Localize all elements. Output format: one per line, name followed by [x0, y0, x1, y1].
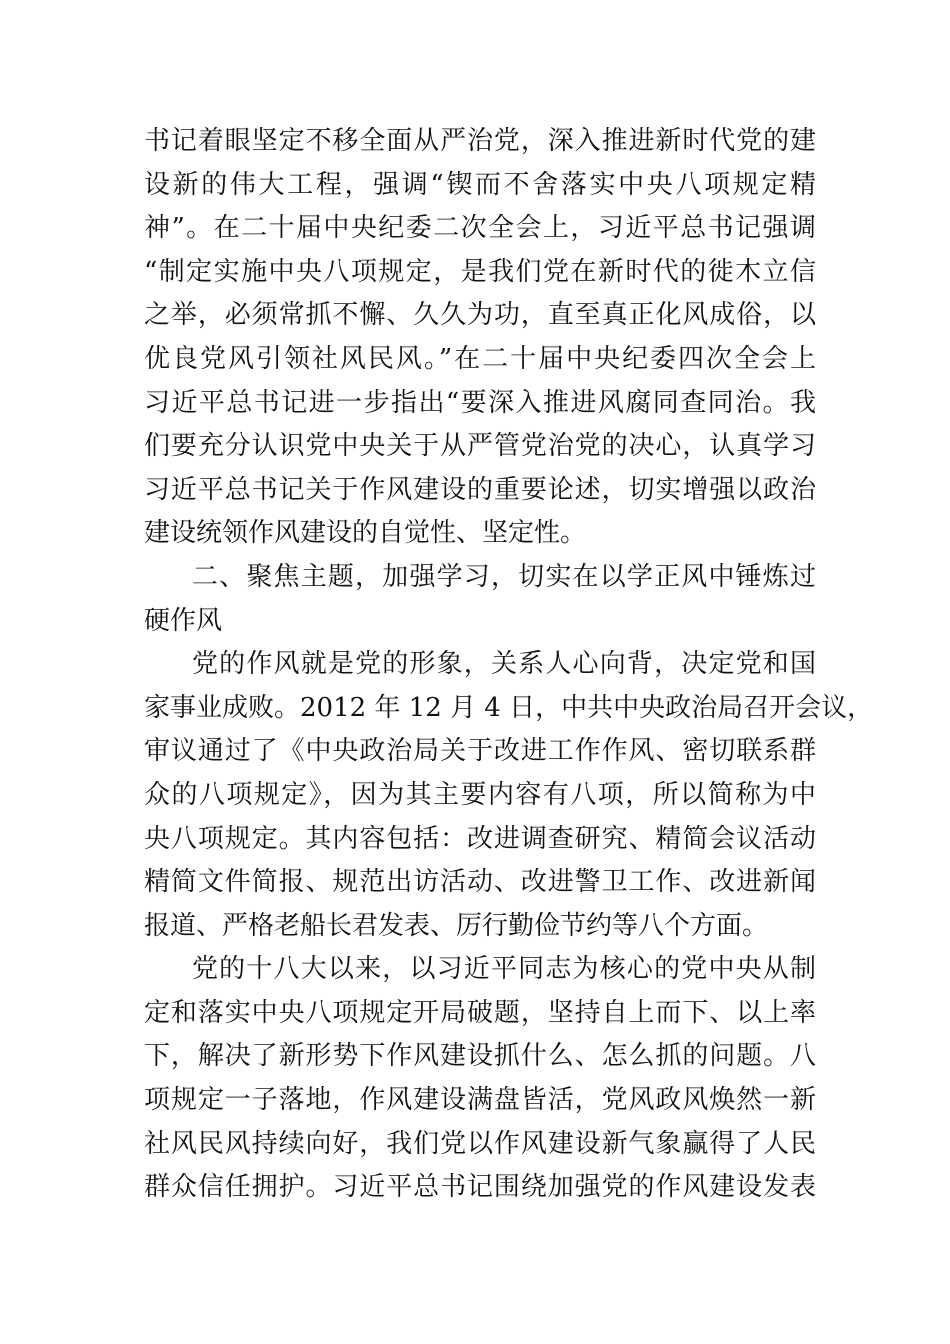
text-line: 党的十八大以来，以习近平同志为核心的党中央从制 — [192, 954, 816, 985]
text-line: 习近平总书记进一步指出“要深入推进风腐同查同治。我 — [144, 387, 816, 418]
text-line: 群众信任拥护。习近平总书记围绕加强党的作风建设发表 — [144, 1172, 816, 1203]
text-line: 众的八项规定》，因为其主要内容有八项，所以简称为中 — [144, 779, 816, 810]
text-line: 下，解决了新形势下作风建设抓什么、怎么抓的问题。八 — [144, 1041, 816, 1072]
section-heading: 二、聚焦主题，加强学习，切实在以学正风中锤炼过 — [192, 561, 816, 592]
text-line: 审议通过了《中央政治局关于改进工作作风、密切联系群 — [144, 736, 816, 767]
text-line: 书记着眼坚定不移全面从严治党，深入推进新时代党的建 — [144, 126, 816, 156]
text-line: 之举，必须常抓不懈、久久为功，直至真正化风成俗，以 — [144, 300, 816, 331]
text-line: 优良党风引领社风民风。”在二十届中央纪委四次全会上 — [144, 343, 816, 374]
text-line: 定和落实中央八项规定开局破题，坚持自上而下、以上率 — [144, 997, 816, 1028]
text-line: 党的作风就是党的形象，关系人心向背，决定党和国 — [192, 649, 816, 680]
text-line: 神”。在二十届中央纪委二次全会上，习近平总书记强调 — [144, 213, 816, 244]
text-line: 精简文件简报、规范出访活动、改进警卫工作、改进新闻 — [144, 867, 816, 898]
text-line: 社风民风持续向好，我们党以作风建设新气象赢得了人民 — [144, 1128, 816, 1159]
section-heading-continued: 硬作风 — [144, 605, 223, 636]
text-line: 家事业成败。2012 年 12 月 4 日，中共中央政治局召开会议， — [144, 692, 874, 723]
text-line: 设新的伟大工程，强调“锲而不舍落实中央八项规定精 — [144, 169, 816, 200]
text-line: 习近平总书记关于作风建设的重要论述，切实增强以政治 — [144, 474, 816, 505]
text-line: 央八项规定。其内容包括：改进调查研究、精简会议活动 — [144, 823, 816, 854]
body-text — [144, 120, 874, 1210]
text-line: 报道、严格老船长君发表、厉行勤俭节约等八个方面。 — [144, 910, 769, 941]
text-line: 项规定一子落地，作风建设满盘皆活，党风政风焕然一新 — [144, 1085, 816, 1116]
text-line: 建设统领作风建设的自觉性、坚定性。 — [144, 518, 587, 549]
text-line: 们要充分认识党中央关于从严管党治党的决心，认真学习 — [144, 431, 816, 462]
text-line: “制定实施中央八项规定，是我们党在新时代的徙木立信 — [144, 256, 816, 287]
